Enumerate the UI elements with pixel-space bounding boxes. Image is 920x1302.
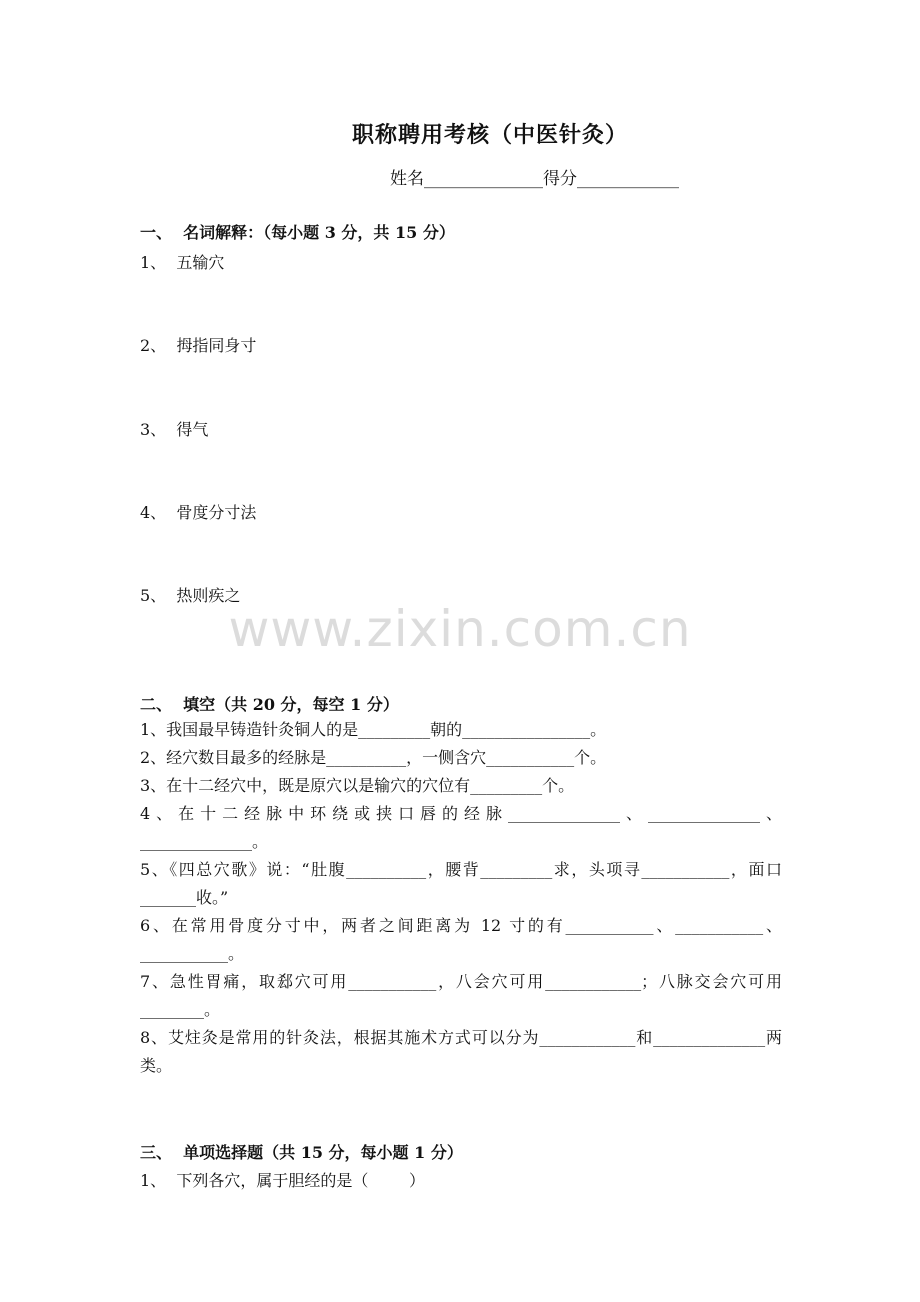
- section-1-item-4: 4、 骨度分寸法: [140, 503, 257, 522]
- section-1-item-5: 5、 热则疾之: [140, 586, 241, 605]
- section-1-item-3: 3、 得气: [140, 420, 209, 439]
- name-score-line: 姓名______________得分____________: [390, 169, 679, 189]
- choice-item-1: 1、 下列各穴，属于胆经的是（ ）: [140, 1171, 426, 1190]
- section-2-heading: 二、 填空（共 20 分，每空 1 分）: [140, 695, 399, 714]
- fill-item-7: 7、急性胃痛，取郄穴可用___________，八会穴可用____________；八脉交会穴可用________。: [140, 972, 782, 1019]
- fill-item-6: 6、在常用骨度分寸中，两者之间距离为 12 寸的有___________、___________、___________。: [140, 916, 782, 963]
- fill-item-2: 2、经穴数目最多的经脉是__________，一侧含穴___________个。: [140, 748, 607, 767]
- section-3-heading: 三、 单项选择题（共 15 分，每小题 1 分）: [140, 1143, 463, 1162]
- fill-item-5: 5、《四总穴歌》说：“肚腹__________，腰背_________求，头项寻___________，面口_______收。”: [140, 860, 782, 907]
- fill-item-4: 4、在十二经脉中环绕或挟口唇的经脉______________、______________、______________。: [140, 804, 782, 851]
- fill-item-1: 1、我国最早铸造针灸铜人的是_________朝的________________。: [140, 720, 607, 739]
- page-title: 职称聘用考核（中医针灸）: [351, 122, 628, 148]
- fill-item-8: 8、艾炷灸是常用的针灸法，根据其施术方式可以分为____________和______________两类。: [140, 1028, 782, 1075]
- section-1-item-1: 1、 五输穴: [140, 253, 225, 272]
- fill-item-3: 3、在十二经穴中，既是原穴以是输穴的穴位有_________个。: [140, 776, 575, 795]
- section-1-heading: 一、 名词解释：（每小题 3 分，共 15 分）: [140, 223, 455, 242]
- section-1-item-2: 2、 拇指同身寸: [140, 336, 257, 355]
- watermark-text: www.zixin.com.cn: [228, 600, 692, 658]
